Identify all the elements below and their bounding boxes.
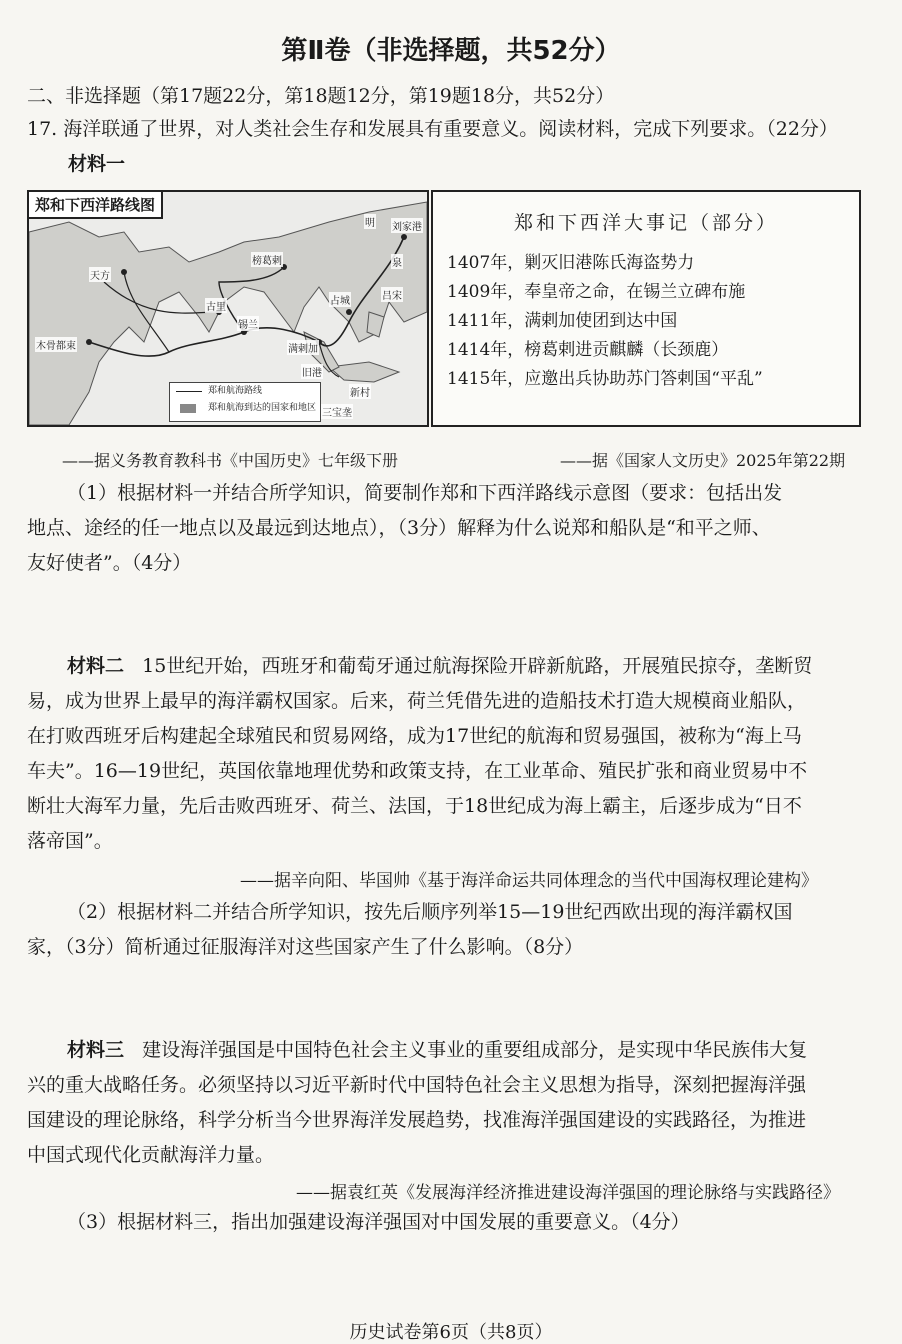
source-2: ——据辛向阳、毕国帅《基于海洋命运共同体理念的当代中国海权理论建构》 xyxy=(240,871,818,891)
map-place-xincun: 新村 xyxy=(349,384,371,399)
chronicle-title: 郑和下西洋大事记（部分） xyxy=(513,212,778,234)
source-1-right: ——据《国家人文历史》2025年第22期 xyxy=(560,451,846,470)
section-heading: 二、非选择题（第17题22分，第18题12分，第19题18分，共52分） xyxy=(27,85,615,107)
map-place-banggela: 榜葛剌 xyxy=(251,252,283,267)
material-2: 材料二 15世纪开始，西班牙和葡萄牙通过航海探险开辟新航路，开展殖民掠夺，垄断贸 易，成为世界上最早的海洋霸权国家。后来，荷兰凭借先进的造船技术打造大规模商业船队， 在打败西班牙后构建起全球殖民和贸易网络，成为17世纪的航海和贸易强国，被称为“海上马 车夫”。16—19世纪，英国依靠地理优势和政策支持，在工业革命、殖民扩张和商业贸易中不 断壮大海军力量，先后击败西班牙、荷兰、法国，于18世纪成为海上霸主，后逐步成为“日不 落帝国”。 xyxy=(27,655,813,852)
map-place-manlajia: 满剌加 xyxy=(287,340,319,355)
source-1-left: ——据义务教育教科书《中国历史》七年级下册 xyxy=(62,451,399,470)
legend-route: 郑和航海路线 xyxy=(170,383,320,400)
chronicle-item: 1415年，应邀出兵协助苏门答剌国“平乱” xyxy=(447,369,763,389)
chronicle-item: 1411年，满剌加使团到达中国 xyxy=(447,311,678,331)
map-legend xyxy=(169,382,321,422)
map-place-jiugang: 旧港 xyxy=(301,364,323,379)
legend-destinations: 郑和航海到达的国家和地区 xyxy=(170,400,320,417)
question-1: （1）根据材料一并结合所学知识，简要制作郑和下西洋路线示意图（要求：包括出发 地点、途经的任一地点以及最远到达地点），（3分）解释为什么说郑和船队是“和平之师、 友好使者”。（4分） xyxy=(27,482,783,574)
chronicle-item: 1414年，榜葛剌进贡麒麟（长颈鹿） xyxy=(447,340,729,360)
material-3: 材料三 建设海洋强国是中国特色社会主义事业的重要组成部分，是实现中华民族伟大复 兴的重大战略任务。必须坚持以习近平新时代中国特色社会主义思想为指导，深刻把握海洋强 国建设的理论脉络，科学分析当今世界海洋发展趋势，找准海洋强国建设的实践路径，为推进 中国式现代化贡献海洋力量。 xyxy=(27,1039,808,1166)
map-place-liujiagang: 刘家港 xyxy=(391,218,423,233)
map-place-sanbaolong: 三宝垄 xyxy=(321,404,353,419)
map-place-mugudushu: 木骨都束 xyxy=(35,337,77,352)
page-footer: 历史试卷第6页（共8页） xyxy=(349,1322,553,1343)
map-place-quan: 泉 xyxy=(391,254,403,269)
chronicle-item: 1409年，奉皇帝之命，在锡兰立碑布施 xyxy=(447,282,746,302)
map-place-xilan: 锡兰 xyxy=(237,316,259,331)
source-3: ——据袁红英《发展海洋经济推进建设海洋强国的理论脉络与实践路径》 xyxy=(296,1183,840,1203)
map-place-guli: 古里 xyxy=(205,298,227,313)
chronicle-list xyxy=(447,249,859,394)
chronicle-item: 1407年，剿灭旧港陈氏海盗势力 xyxy=(447,253,695,273)
material-1-label: 材料一 xyxy=(68,153,126,175)
map-place-zhancheng: 占城 xyxy=(329,292,351,307)
question-2: （2）根据材料二并结合所学知识，按先后顺序列举15—19世纪西欧出现的海洋霸权国 家，（3分）简析通过征服海洋对这些国家产生了什么影响。（8分） xyxy=(27,901,793,958)
material-2-label: 材料二 xyxy=(67,655,125,677)
chronicle-panel xyxy=(431,190,861,427)
material-3-label: 材料三 xyxy=(67,1039,125,1061)
map-place-tianfang: 天方 xyxy=(89,267,111,282)
question-3: （3）根据材料三，指出加强建设海洋强国对中国发展的重要意义。（4分） xyxy=(67,1211,690,1233)
map-place-lvsong: 吕宋 xyxy=(381,287,403,302)
map-title: 郑和下西洋路线图 xyxy=(29,192,163,219)
map-place-ming: 明 xyxy=(364,214,376,229)
page-title: 第Ⅱ卷（非选择题，共52分） xyxy=(281,36,621,66)
question-17-stem: 17. 海洋联通了世界，对人类社会生存和发展具有重要意义。阅读材料，完成下列要求。（22分） xyxy=(27,118,838,140)
zheng-he-route-map xyxy=(27,190,429,427)
